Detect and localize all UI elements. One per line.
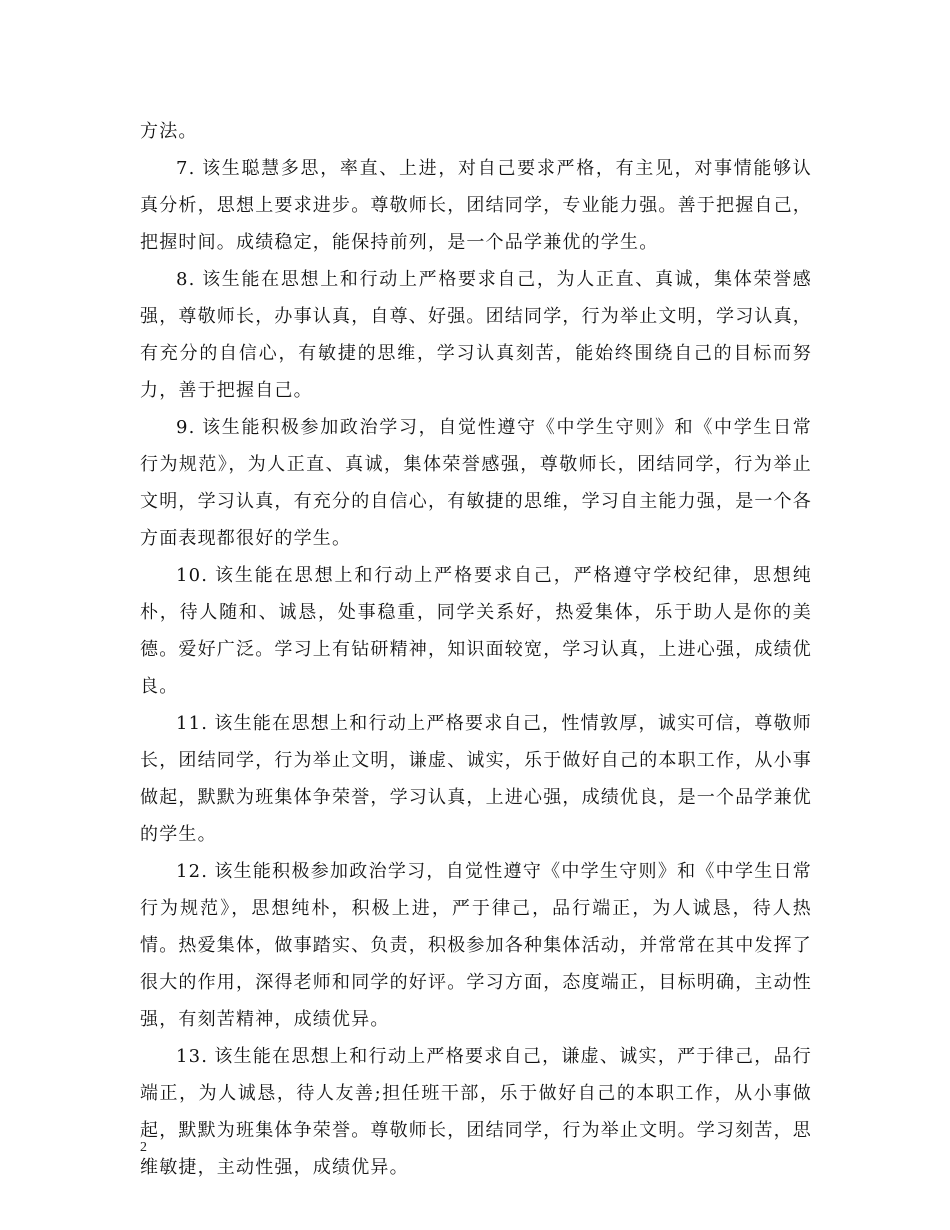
- item-text: 该生能在思想上和行动上严格要求自己，严格遵守学校纪律，思想纯朴，待人随和、诚恳，处事稳重，同学关系好，热爱集体，乐于助人是你的美德。爱好广泛。学习上有钻研精神，知识面较宽，学习认真，上进心强，成绩优良。: [140, 565, 812, 697]
- list-item: [140, 705, 812, 853]
- item-number: 11.: [176, 713, 209, 734]
- page-number: 2: [140, 1140, 147, 1155]
- item-number: 12.: [176, 861, 209, 882]
- item-text: 该生能在思想上和行动上严格要求自己，谦虚、诚实，严于律己，品行端正，为人诚恳，待人友善;担任班干部，乐于做好自己的本职工作，从小事做起，默默为班集体争荣誉。尊敬师长，团结同学，行为举止文明。学习刻苦，思维敏捷，主动性强，成绩优异。: [140, 1046, 812, 1178]
- list-item: [140, 150, 812, 261]
- list-item: [140, 1038, 812, 1186]
- item-text: 该生能在思想上和行动上严格要求自己，为人正直、真诚，集体荣誉感强，尊敬师长，办事认真，自尊、好强。团结同学，行为举止文明，学习认真，有充分的自信心，有敏捷的思维，学习认真刻苦，能始终围绕自己的目标而努力，善于把握自己。: [140, 269, 812, 401]
- list-item: [140, 853, 812, 1038]
- item-number: 13.: [176, 1046, 209, 1067]
- item-number: 8.: [176, 269, 196, 290]
- list-item: [140, 409, 812, 557]
- item-number: 9.: [176, 417, 196, 438]
- item-text: 该生聪慧多思，率直、上进，对自己要求严格，有主见，对事情能够认真分析，思想上要求进步。尊敬师长，团结同学，专业能力强。善于把握自己，把握时间。成绩稳定，能保持前列，是一个品学兼优的学生。: [140, 158, 812, 253]
- item-number: 7.: [176, 158, 196, 179]
- list-item: [140, 557, 812, 705]
- intro-fragment: 方法。: [140, 121, 198, 142]
- item-text: 该生能在思想上和行动上严格要求自己，性情敦厚，诚实可信，尊敬师长，团结同学，行为举止文明，谦虚、诚实，乐于做好自己的本职工作，从小事做起，默默为班集体争荣誉，学习认真，上进心强，成绩优良，是一个品学兼优的学生。: [140, 713, 812, 845]
- document-body: [140, 113, 812, 1186]
- item-number: 10.: [176, 565, 209, 586]
- item-text: 该生能积极参加政治学习，自觉性遵守《中学生守则》和《中学生日常行为规范》，思想纯朴，积极上进，严于律己，品行端正，为人诚恳，待人热情。热爱集体，做事踏实、负责，积极参加各种集体活动，并常常在其中发挥了很大的作用，深得老师和同学的好评。学习方面，态度端正，目标明确，主动性强，有刻苦精神，成绩优异。: [140, 861, 812, 1030]
- item-text: 该生能积极参加政治学习，自觉性遵守《中学生守则》和《中学生日常行为规范》，为人正直、真诚，集体荣誉感强，尊敬师长，团结同学，行为举止文明，学习认真，有充分的自信心，有敏捷的思维，学习自主能力强，是一个各方面表现都很好的学生。: [140, 417, 812, 549]
- list-item: [140, 261, 812, 409]
